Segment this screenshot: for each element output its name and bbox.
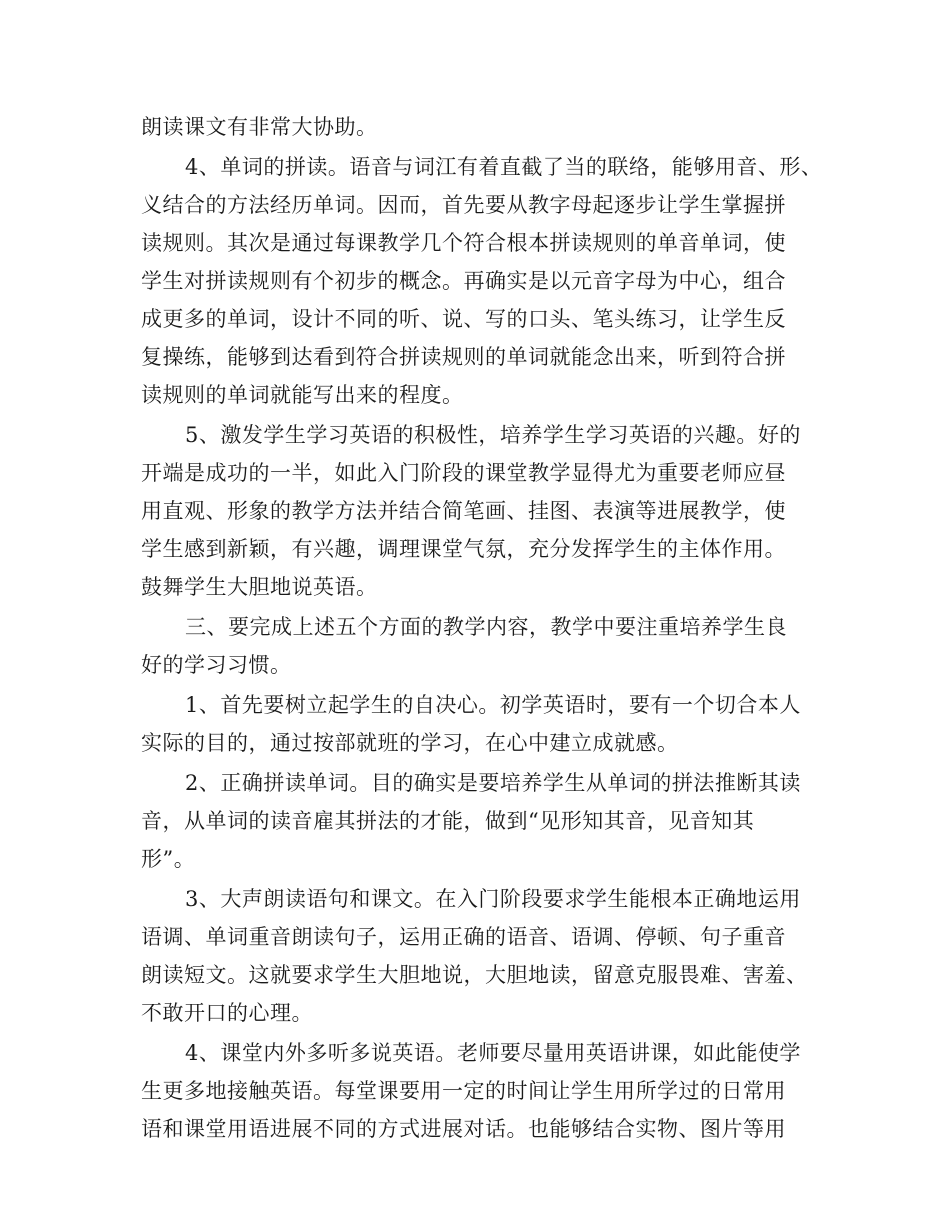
text-line: 音，从单词的读音雇其拼法的才能，做到“见形知其音，见音知其: [141, 809, 755, 833]
text-line: 5、激发学生学习英语的积极性，培养学生学习英语的兴趣。好的: [185, 423, 801, 447]
text-line: 语调、单词重音朗读句子，运用正确的语音、语调、停顿、句子重音: [141, 925, 786, 949]
text-line: 3、大声朗读语句和课文。在入门阶段要求学生能根本正确地运用: [185, 887, 801, 911]
text-line: 学生对拼读规则有个初步的概念。再确实是以元音字母为中心，组合: [141, 269, 786, 293]
text-line: 读规则。其次是通过每课教学几个符合根本拼读规则的单音单词，使: [141, 231, 786, 255]
text-line: 三、要完成上述五个方面的教学内容，教学中要注重培养学生良: [185, 615, 787, 639]
text-line: 不敢开口的心理。: [141, 1001, 313, 1025]
text-line: 朗读课文有非常大协助。: [141, 115, 378, 139]
text-line: 1、首先要树立起学生的自决心。初学英语时，要有一个切合本人: [185, 693, 801, 717]
text-line: 鼓舞学生大胆地说英语。: [141, 575, 378, 599]
text-line: 4、课堂内外多听多说英语。老师要尽量用英语讲课，如此能使学: [185, 1041, 801, 1065]
text-line: 复操练，能够到达看到符合拼读规则的单词就能念出来，听到符合拼: [141, 345, 786, 369]
text-line: 生更多地接触英语。每堂课要用一定的时间让学生用所学过的日常用: [141, 1079, 786, 1103]
text-line: 学生感到新颖，有兴趣，调理课堂气氛，充分发挥学生的主体作用。: [141, 537, 786, 561]
text-line: 4、单词的拼读。语音与词江有着直截了当的联络，能够用音、形、: [185, 155, 823, 179]
text-line: 语和课堂用语进展不同的方式进展对话。也能够结合实物、图片等用: [141, 1117, 786, 1141]
text-line: 好的学习习惯。: [141, 653, 292, 677]
text-line: 义结合的方法经历单词。因而，首先要从教字母起逐步让学生掌握拼: [141, 193, 786, 217]
text-line: 2、正确拼读单词。目的确实是要培养学生从单词的拼法推断其读: [185, 771, 801, 795]
text-line: 形”。: [141, 847, 196, 871]
text-line: 用直观、形象的教学方法并结合简笔画、挂图、表演等进展教学，使: [141, 499, 786, 523]
text-line: 读规则的单词就能写出来的程度。: [141, 383, 464, 407]
text-line: 朗读短文。这就要求学生大胆地说，大胆地读，留意克服畏难、害羞、: [141, 963, 808, 987]
text-line: 实际的目的，通过按部就班的学习，在心中建立成就感。: [141, 731, 679, 755]
text-line: 成更多的单词，设计不同的听、说、写的口头、笔头练习，让学生反: [141, 307, 786, 331]
text-line: 开端是成功的一半，如此入门阶段的课堂教学显得尤为重要老师应昼: [141, 461, 786, 485]
